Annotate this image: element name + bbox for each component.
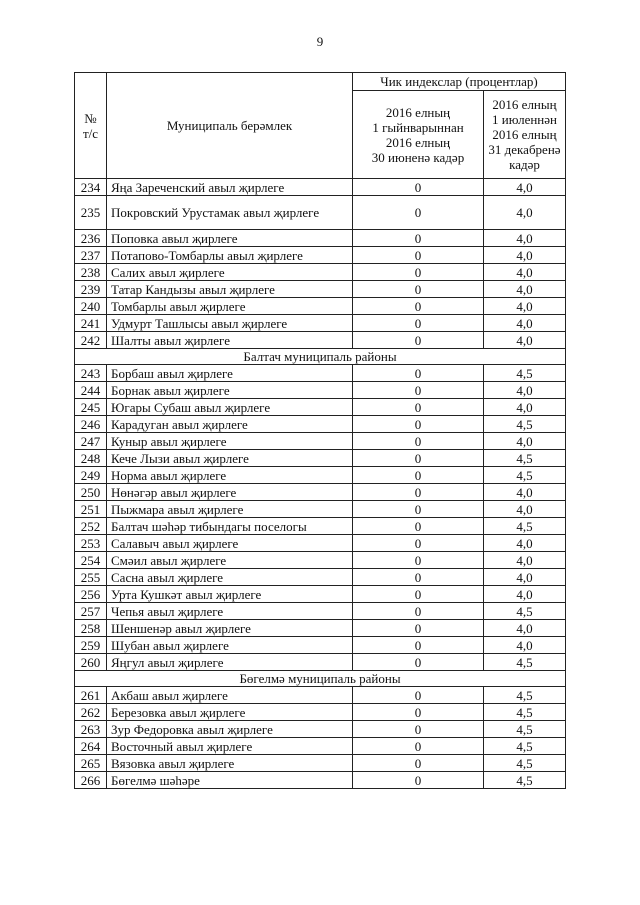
row-number: 263 bbox=[75, 721, 107, 738]
row-number: 244 bbox=[75, 382, 107, 399]
table-row bbox=[75, 179, 566, 196]
municipality-name: Удмурт Ташлысы авыл җирлеге bbox=[107, 315, 353, 332]
table-row bbox=[75, 501, 566, 518]
index-second-half: 4,0 bbox=[484, 433, 566, 450]
municipality-name: Татар Кандызы авыл җирлеге bbox=[107, 281, 353, 298]
municipality-name: Карадуган авыл җирлеге bbox=[107, 416, 353, 433]
index-first-half: 0 bbox=[353, 569, 484, 586]
table-row bbox=[75, 637, 566, 654]
index-second-half: 4,0 bbox=[484, 332, 566, 349]
row-number: 256 bbox=[75, 586, 107, 603]
row-number: 257 bbox=[75, 603, 107, 620]
row-number: 266 bbox=[75, 772, 107, 789]
index-first-half: 0 bbox=[353, 687, 484, 704]
table-row bbox=[75, 755, 566, 772]
municipality-name: Чепья авыл җирлеге bbox=[107, 603, 353, 620]
row-number: 242 bbox=[75, 332, 107, 349]
index-first-half: 0 bbox=[353, 535, 484, 552]
header-number bbox=[75, 73, 107, 179]
table-row bbox=[75, 382, 566, 399]
municipality-name: Борбаш авыл җирлеге bbox=[107, 365, 353, 382]
row-number: 241 bbox=[75, 315, 107, 332]
index-second-half: 4,0 bbox=[484, 535, 566, 552]
table-row bbox=[75, 264, 566, 281]
row-number: 252 bbox=[75, 518, 107, 535]
municipality-name: Вязовка авыл җирлеге bbox=[107, 755, 353, 772]
row-number: 249 bbox=[75, 467, 107, 484]
index-first-half: 0 bbox=[353, 755, 484, 772]
header-boundary-indices: Чик индекслар (процентлар) bbox=[353, 73, 566, 91]
municipality-name: Сасна авыл җирлеге bbox=[107, 569, 353, 586]
table-row bbox=[75, 518, 566, 535]
row-number: 258 bbox=[75, 620, 107, 637]
page-number: 9 bbox=[316, 34, 324, 49]
table-row bbox=[75, 772, 566, 789]
district-title: Балтач муниципаль районы bbox=[75, 349, 566, 365]
table-row bbox=[75, 467, 566, 484]
index-second-half: 4,0 bbox=[484, 179, 566, 196]
header-line: кадәр bbox=[509, 157, 540, 172]
header-number-symbol: № bbox=[84, 110, 97, 126]
row-number: 264 bbox=[75, 738, 107, 755]
row-number: 265 bbox=[75, 755, 107, 772]
index-first-half: 0 bbox=[353, 281, 484, 298]
index-first-half: 0 bbox=[353, 365, 484, 382]
municipality-name: Балтач шәһәр тибындагы поселогы bbox=[107, 518, 353, 535]
index-second-half: 4,0 bbox=[484, 382, 566, 399]
index-second-half: 4,5 bbox=[484, 654, 566, 671]
district-title: Бөгелмә муниципаль районы bbox=[75, 671, 566, 687]
index-first-half: 0 bbox=[353, 501, 484, 518]
index-first-half: 0 bbox=[353, 484, 484, 501]
index-first-half: 0 bbox=[353, 264, 484, 281]
index-second-half: 4,0 bbox=[484, 586, 566, 603]
index-first-half: 0 bbox=[353, 721, 484, 738]
municipality-name: Акбаш авыл җирлеге bbox=[107, 687, 353, 704]
table-row bbox=[75, 569, 566, 586]
municipality-name: Томбарлы авыл җирлеге bbox=[107, 298, 353, 315]
index-first-half: 0 bbox=[353, 382, 484, 399]
index-first-half: 0 bbox=[353, 772, 484, 789]
index-first-half: 0 bbox=[353, 620, 484, 637]
index-first-half: 0 bbox=[353, 586, 484, 603]
municipality-name: Шеншенәр авыл җирлеге bbox=[107, 620, 353, 637]
index-second-half: 4,5 bbox=[484, 603, 566, 620]
row-number: 247 bbox=[75, 433, 107, 450]
district-section-row bbox=[75, 349, 566, 365]
index-second-half: 4,5 bbox=[484, 755, 566, 772]
index-first-half: 0 bbox=[353, 298, 484, 315]
index-second-half: 4,5 bbox=[484, 518, 566, 535]
table-row bbox=[75, 247, 566, 264]
row-number: 237 bbox=[75, 247, 107, 264]
index-second-half: 4,5 bbox=[484, 738, 566, 755]
table-header bbox=[75, 73, 566, 179]
index-first-half: 0 bbox=[353, 399, 484, 416]
table-row bbox=[75, 230, 566, 247]
index-second-half: 4,0 bbox=[484, 196, 566, 230]
table-row bbox=[75, 416, 566, 433]
header-first-half bbox=[353, 91, 484, 179]
table-row bbox=[75, 196, 566, 230]
index-first-half: 0 bbox=[353, 637, 484, 654]
municipality-name: Борнак авыл җирлеге bbox=[107, 382, 353, 399]
table-row bbox=[75, 738, 566, 755]
header-second-half bbox=[484, 91, 566, 179]
table-row bbox=[75, 484, 566, 501]
table-row bbox=[75, 535, 566, 552]
municipality-name: Яңгул авыл җирлеге bbox=[107, 654, 353, 671]
index-first-half: 0 bbox=[353, 196, 484, 230]
index-second-half: 4,5 bbox=[484, 704, 566, 721]
municipality-name: Норма авыл җирлеге bbox=[107, 467, 353, 484]
table-row bbox=[75, 298, 566, 315]
municipality-name: Шубан авыл җирлеге bbox=[107, 637, 353, 654]
table-row bbox=[75, 433, 566, 450]
table-row bbox=[75, 450, 566, 467]
municipality-name: Смәил авыл җирлеге bbox=[107, 552, 353, 569]
header-line: 2016 елның bbox=[385, 134, 451, 150]
row-number: 250 bbox=[75, 484, 107, 501]
table-row bbox=[75, 552, 566, 569]
row-number: 259 bbox=[75, 637, 107, 654]
row-number: 262 bbox=[75, 704, 107, 721]
municipality-name: Югары Субаш авыл җирлеге bbox=[107, 399, 353, 416]
index-first-half: 0 bbox=[353, 654, 484, 671]
header-line: 2016 елның bbox=[492, 127, 557, 142]
index-second-half: 4,5 bbox=[484, 721, 566, 738]
index-second-half: 4,0 bbox=[484, 501, 566, 518]
row-number: 261 bbox=[75, 687, 107, 704]
table-row bbox=[75, 687, 566, 704]
index-second-half: 4,0 bbox=[484, 281, 566, 298]
table-row bbox=[75, 332, 566, 349]
municipality-name: Шалты авыл җирлеге bbox=[107, 332, 353, 349]
header-line: 31 декабренә bbox=[488, 142, 561, 157]
index-second-half: 4,5 bbox=[484, 467, 566, 484]
index-first-half: 0 bbox=[353, 416, 484, 433]
row-number: 246 bbox=[75, 416, 107, 433]
row-number: 235 bbox=[75, 196, 107, 230]
municipality-name: Салих авыл җирлеге bbox=[107, 264, 353, 281]
index-second-half: 4,0 bbox=[484, 569, 566, 586]
row-number: 253 bbox=[75, 535, 107, 552]
index-second-half: 4,0 bbox=[484, 230, 566, 247]
header-line: 2016 елның bbox=[492, 97, 557, 112]
header-number-abbr: т/с bbox=[82, 125, 99, 141]
row-number: 243 bbox=[75, 365, 107, 382]
header-line: 30 июненә кадәр bbox=[371, 149, 465, 165]
index-first-half: 0 bbox=[353, 552, 484, 569]
row-number: 234 bbox=[75, 179, 107, 196]
index-first-half: 0 bbox=[353, 230, 484, 247]
index-table bbox=[74, 72, 566, 789]
index-first-half: 0 bbox=[353, 467, 484, 484]
row-number: 248 bbox=[75, 450, 107, 467]
index-second-half: 4,5 bbox=[484, 772, 566, 789]
index-second-half: 4,0 bbox=[484, 620, 566, 637]
municipality-name: Покровский Урустамак авыл җирлеге bbox=[107, 196, 353, 230]
table-row bbox=[75, 654, 566, 671]
table-row bbox=[75, 281, 566, 298]
municipality-name: Поповка авыл җирлеге bbox=[107, 230, 353, 247]
district-section-row bbox=[75, 671, 566, 687]
index-second-half: 4,0 bbox=[484, 399, 566, 416]
municipality-name: Кече Лызи авыл җирлеге bbox=[107, 450, 353, 467]
table-row bbox=[75, 586, 566, 603]
index-first-half: 0 bbox=[353, 332, 484, 349]
municipality-name: Салавыч авыл җирлеге bbox=[107, 535, 353, 552]
index-first-half: 0 bbox=[353, 433, 484, 450]
table-row bbox=[75, 603, 566, 620]
index-second-half: 4,5 bbox=[484, 416, 566, 433]
municipality-name: Восточный авыл җирлеге bbox=[107, 738, 353, 755]
municipality-name: Яңа Зареченский авыл җирлеге bbox=[107, 179, 353, 196]
header-municipality: Муниципаль берәмлек bbox=[107, 73, 353, 179]
municipality-name: Нөнәгәр авыл җирлеге bbox=[107, 484, 353, 501]
table-body bbox=[75, 179, 566, 789]
index-second-half: 4,0 bbox=[484, 484, 566, 501]
index-second-half: 4,5 bbox=[484, 365, 566, 382]
index-second-half: 4,0 bbox=[484, 264, 566, 281]
index-first-half: 0 bbox=[353, 738, 484, 755]
header-line: 1 июленнән bbox=[492, 112, 557, 127]
index-first-half: 0 bbox=[353, 450, 484, 467]
index-second-half: 4,0 bbox=[484, 315, 566, 332]
row-number: 240 bbox=[75, 298, 107, 315]
municipality-name: Пыжмара авыл җирлеге bbox=[107, 501, 353, 518]
row-number: 251 bbox=[75, 501, 107, 518]
row-number: 254 bbox=[75, 552, 107, 569]
row-number: 245 bbox=[75, 399, 107, 416]
row-number: 239 bbox=[75, 281, 107, 298]
index-first-half: 0 bbox=[353, 518, 484, 535]
table-row bbox=[75, 721, 566, 738]
index-first-half: 0 bbox=[353, 603, 484, 620]
index-second-half: 4,0 bbox=[484, 247, 566, 264]
municipality-name: Зур Федоровка авыл җирлеге bbox=[107, 721, 353, 738]
index-first-half: 0 bbox=[353, 247, 484, 264]
index-second-half: 4,0 bbox=[484, 298, 566, 315]
municipality-name: Урта Кушкәт авыл җирлеге bbox=[107, 586, 353, 603]
row-number: 255 bbox=[75, 569, 107, 586]
index-second-half: 4,0 bbox=[484, 552, 566, 569]
row-number: 238 bbox=[75, 264, 107, 281]
table-row bbox=[75, 620, 566, 637]
index-second-half: 4,5 bbox=[484, 687, 566, 704]
table-row bbox=[75, 399, 566, 416]
table-row bbox=[75, 315, 566, 332]
municipality-name: Куныр авыл җирлеге bbox=[107, 433, 353, 450]
header-line: 2016 елның bbox=[385, 104, 451, 120]
row-number: 260 bbox=[75, 654, 107, 671]
table-row bbox=[75, 365, 566, 382]
index-first-half: 0 bbox=[353, 704, 484, 721]
index-first-half: 0 bbox=[353, 179, 484, 196]
table-row bbox=[75, 704, 566, 721]
municipality-name: Потапово-Томбарлы авыл җирлеге bbox=[107, 247, 353, 264]
index-second-half: 4,0 bbox=[484, 637, 566, 654]
index-second-half: 4,5 bbox=[484, 450, 566, 467]
municipality-name: Березовка авыл җирлеге bbox=[107, 704, 353, 721]
header-line: 1 гыйнварыннан bbox=[372, 119, 464, 135]
index-first-half: 0 bbox=[353, 315, 484, 332]
row-number: 236 bbox=[75, 230, 107, 247]
municipality-name: Бөгелмә шәһәре bbox=[107, 772, 353, 789]
